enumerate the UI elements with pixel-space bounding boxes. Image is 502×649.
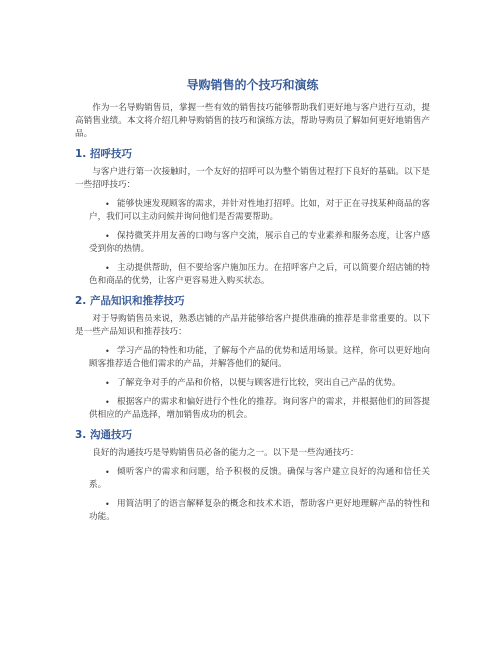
- document-page: [75, 70, 430, 530]
- section-heading-greeting: 1. 招呼技巧: [75, 148, 132, 160]
- bullet-icon: •: [105, 468, 110, 477]
- bullet-icon: •: [105, 232, 110, 241]
- list-item-text: 主动提供帮助，但不要给客户施加压力。在招呼客户之后，可以简要介绍店铺的特色和商品的优势，让客户更容易进入购买状态。: [89, 263, 430, 286]
- list-item: [75, 345, 430, 371]
- bullet-icon: •: [105, 200, 110, 209]
- section-heading-communication: 3. 沟通技巧: [75, 429, 132, 441]
- list-item: [75, 396, 430, 422]
- bullet-icon: •: [105, 264, 110, 273]
- list-item-text: 了解竞争对手的产品和价格，以便与顾客进行比较，突出自己产品的优势。: [117, 378, 401, 388]
- list-item: [75, 377, 430, 390]
- list-item: [75, 466, 430, 492]
- document-title: 导购销售的个技巧和演练: [186, 78, 319, 92]
- bullet-icon: •: [105, 398, 110, 407]
- list-item: [75, 230, 430, 256]
- list-item-text: 能够快速发现顾客的需求，并针对性地打招呼。比如，对于正在寻找某种商品的客户，我们可以主动问候并询问他们是否需要帮助。: [89, 199, 430, 222]
- list-item-text: 根据客户的需求和偏好进行个性化的推荐。询问客户的需求，并根据他们的回答提供相应的产品选择，增加销售成功的机会。: [89, 397, 430, 420]
- list-item-text: 倾听客户的需求和问题，给予积极的反馈。确保与客户建立良好的沟通和信任关系。: [89, 467, 430, 490]
- list-item: [75, 198, 430, 224]
- list-item-text: 用简洁明了的语言解释复杂的概念和技术术语，帮助客户更好地理解产品的特性和功能。: [89, 499, 430, 522]
- list-item: [75, 262, 430, 288]
- list-item: [75, 498, 430, 524]
- bullet-icon: •: [105, 347, 110, 356]
- bullet-icon: •: [105, 379, 110, 388]
- section-lead: 与客户进行第一次接触时，一个友好的招呼可以为整个销售过程打下良好的基础。以下是一些招呼技巧：: [75, 167, 430, 190]
- list-item-text: 保持微笑并用友善的口吻与客户交流，展示自己的专业素养和服务态度，让客户感受到你的热情。: [89, 231, 430, 254]
- intro-paragraph: 作为一名导购销售员，掌握一些有效的销售技巧能够帮助我们更好地与客户进行互动，提高销售业绩。本文将介绍几种导购销售的技巧和演练方法，帮助导购员了解如何更好地销售产品。: [75, 103, 430, 139]
- section-heading-product: 2. 产品知识和推荐技巧: [75, 295, 185, 307]
- bullet-icon: •: [105, 500, 110, 509]
- list-item-text: 学习产品的特性和功能，了解每个产品的优势和适用场景。这样，你可以更好地向顾客推荐适合他们需求的产品，并解答他们的疑问。: [89, 346, 430, 369]
- section-lead: 良好的沟通技巧是导购销售员必备的能力之一。以下是一些沟通技巧：: [92, 448, 359, 458]
- section-lead: 对于导购销售员来说，熟悉店铺的产品并能够给客户提供准确的推荐是非常重要的。以下是一些产品知识和推荐技巧：: [75, 314, 430, 337]
